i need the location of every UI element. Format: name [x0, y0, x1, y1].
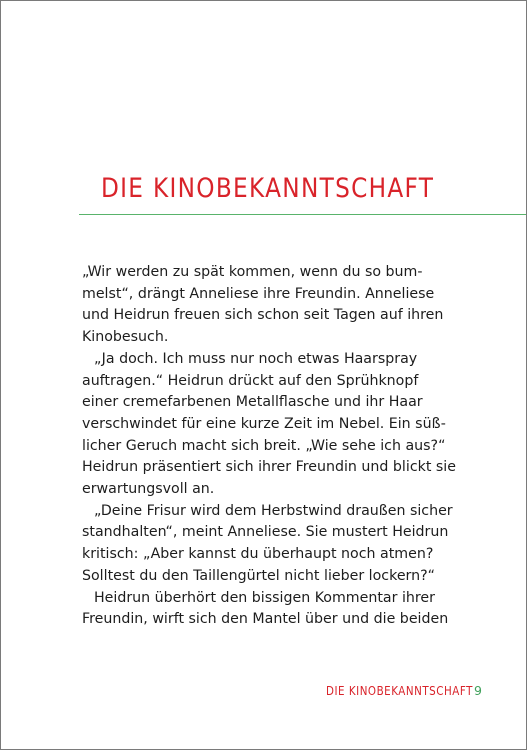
text-line: „Ja doch. Ich muss nur noch etwas Haarspray — [94, 350, 418, 367]
title-divider — [79, 214, 526, 215]
text-line: kritisch: „Aber kannst du überhaupt noch atmen? — [82, 546, 434, 563]
text-line: standhalten“, meint Anneliese. Sie mustert Heidrun — [82, 524, 449, 541]
text-line: Heidrun überhört den bissigen Kommentar ihrer — [94, 589, 435, 606]
text-line: und Heidrun freuen sich schon seit Tagen auf ihren — [82, 307, 444, 324]
chapter-title: DIE KINOBEKANNTSCHAFT — [101, 173, 435, 204]
text-line: einer cremefarbenen Metallflasche und ihr Haar — [82, 394, 423, 411]
page-number: 9 — [474, 683, 482, 698]
text-line: „Wir werden zu spät kommen, wenn du so bum- — [82, 264, 423, 280]
text-line: „Deine Frisur wird dem Herbstwind draußen sicher — [94, 502, 453, 519]
text-line: licher Geruch macht sich breit. „Wie sehe ich aus?“ — [82, 437, 446, 454]
running-footer-title: DIE KINOBEKANNTSCHAFT — [326, 684, 473, 698]
text-line: Kinobesuch. — [82, 329, 169, 346]
text-line: verschwindet für eine kurze Zeit im Nebel. Ein süß- — [82, 415, 446, 432]
text-line: Heidrun präsentiert sich ihrer Freundin und blickt sie — [82, 459, 456, 476]
text-line: erwartungsvoll an. — [82, 481, 215, 498]
text-line: auftragen.“ Heidrun drückt auf den Sprühknopf — [82, 372, 419, 389]
text-line: Freundin, wirft sich den Mantel über und die beiden — [82, 611, 449, 628]
text-line: Solltest du den Taillengürtel nicht lieber lockern?“ — [82, 567, 436, 584]
body-text — [82, 262, 467, 631]
text-line: melst“, drängt Anneliese ihre Freundin. Anneliese — [82, 285, 435, 302]
